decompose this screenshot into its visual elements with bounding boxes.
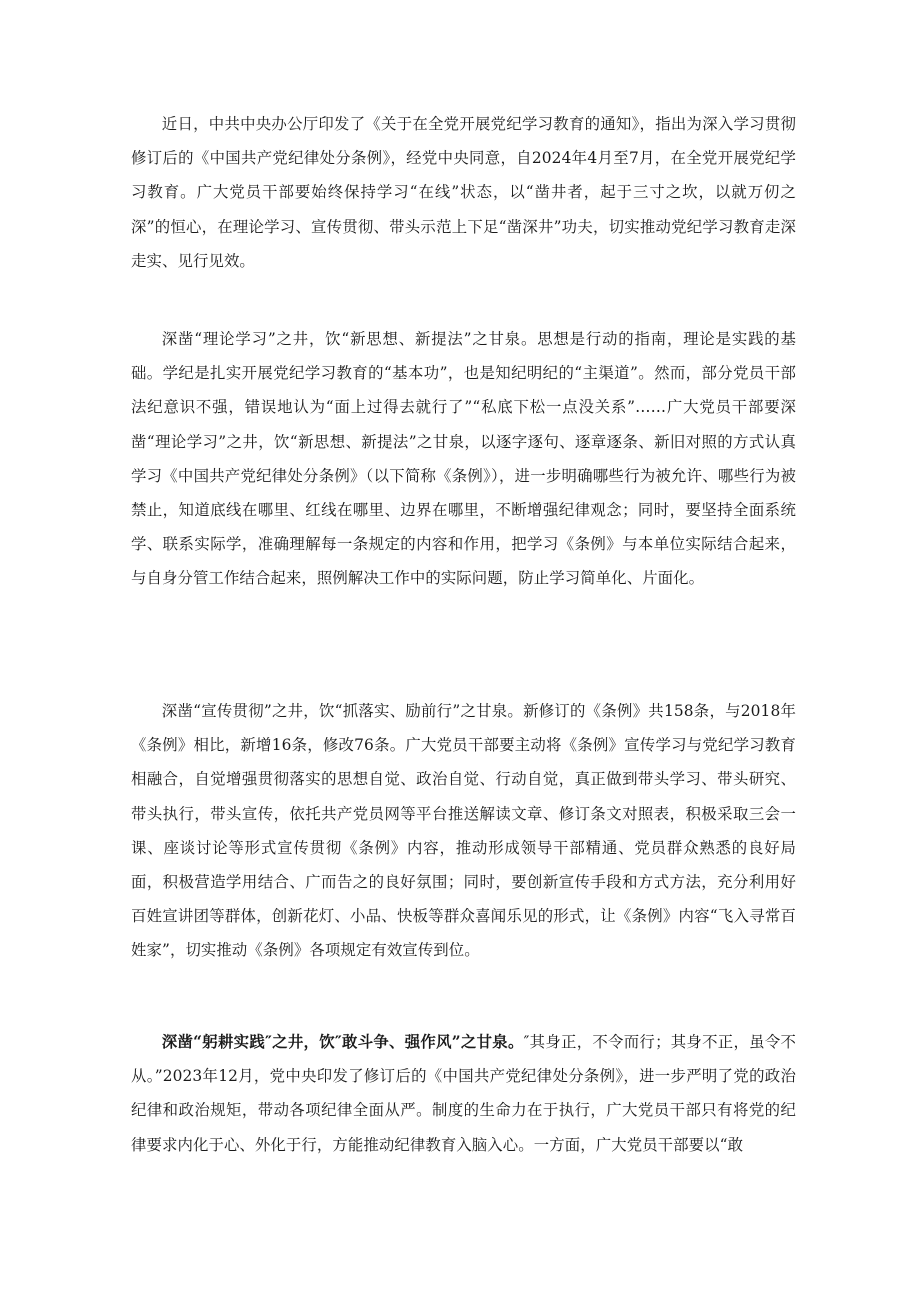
paragraph-text: 深凿“宣传贯彻”之井，饮“抓落实、励前行”之甘泉。新修订的《条例》共158条，与2018年《条例》相比，新增16条，修改76条。广大党员干部要主动将《条例》宣传学习与党纪学习教育相融合，自觉增强贯彻落实的思想自觉、政治自觉、行动自觉，真正做到带头学习、带头研究、带头执行，带头宣传，依托共产党员网等平台推送解读文章、修订条文对照表，积极采取三会一课、座谈讨论等形式宣传贯彻《条例》内容，推动形成领导干部精通、党员群众熟悉的良好局面，积极营造学用结合、广而告之的良好氛围；同时，要创新宣传手段和方式方法，充分利用好百姓宣讲团等群体，创新花灯、小品、快板等群众喜闻乐见的形式，让《条例》内容“飞入寻常百姓家”，切实推动《条例》各项规定有效宣传到位。: [131, 702, 796, 960]
paragraph-text: 深凿“理论学习”之井，饮“新思想、新提法”之甘泉。思想是行动的指南，理论是实践的基础。学纪是扎实开展党纪学习教育的“基本功”，也是知纪明纪的“主渠道”。然而，部分党员干部法纪意识不强，错误地认为“面上过得去就行了”“私底下松一点没关系”……广大党员干部要深凿“理论学习”之井，饮“新思想、新提法”之甘泉，以逐字逐句、逐章逐条、新旧对照的方式认真学习《中国共产党纪律处分条例》（以下简称《条例》），进一步明确哪些行为被允许、哪些行为被禁止，知道底线在哪里、红线在哪里、边界在哪里，不断增强纪律观念；同时，要坚持全面系统学、联系实际学，准确理解每一条规定的内容和作用，把学习《条例》与本单位实际结合起来，与自身分管工作结合起来，照例解决工作中的实际问题，防止学习简单化、片面化。: [131, 330, 796, 588]
paragraph-text: ″其身正，不令而行；其身不正，虽令不从。”2023年12月，党中央印发了修订后的《中国共产党纪律处分条例》，进一步严明了党的政治纪律和政治规矩，带动各项纪律全面从严。制度的生命力在于执行，广大党员干部只有将党的纪律要求内化于心、外化于行，方能推动纪律教育入脑入心。一方面，广大党员干部要以“敢: [131, 1033, 796, 1154]
paragraph-intro: [131, 107, 796, 278]
paragraph-lead-heading: 深凿“躬耕实践″之井，饮″敢斗争、强作风”之甘泉。: [161, 1033, 524, 1051]
paragraph-practice: [131, 1025, 796, 1162]
paragraph-theory-study: [131, 322, 796, 596]
paragraph-text: 近日，中共中央办公厅印发了《关于在全党开展党纪学习教育的通知》，指出为深入学习贯彻修订后的《中国共产党纪律处分条例》，经党中央同意，自2024年4月至7月，在全党开展党纪学习教育。广大党员干部要始终保持学习“在线”状态，以“凿井者，起于三寸之坎，以就万仞之深”的恒心，在理论学习、宣传贯彻、带头示范上下足“凿深井”功夫，切实推动党纪学习教育走深走实、见行见效。: [131, 115, 796, 270]
paragraph-publicity: [131, 694, 796, 968]
